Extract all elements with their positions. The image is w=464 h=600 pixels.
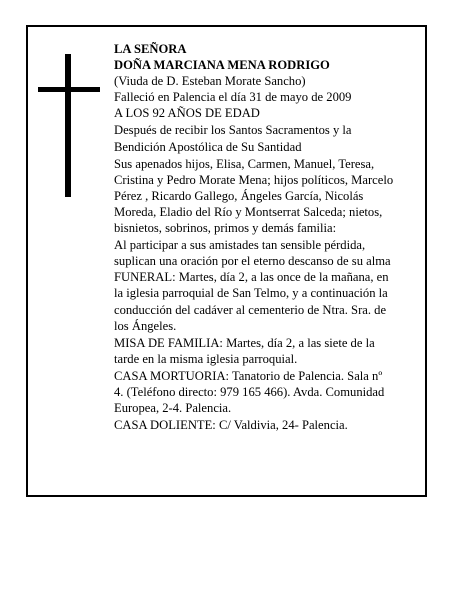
paragraph-line: FUNERAL: Martes, día 2, a las once de la mañana, en xyxy=(114,270,389,285)
paragraph-line: Sus apenados hijos, Elisa, Carmen, Manuel, Teresa, xyxy=(114,156,375,171)
family-mass-paragraph xyxy=(114,335,414,367)
age-line: A LOS 92 AÑOS DE EDAD xyxy=(114,106,260,121)
paragraph-line: Pérez , Ricardo Gallego, Ángeles García, Nicolás xyxy=(114,188,364,203)
paragraph-line: los Ángeles. xyxy=(114,318,177,333)
family-paragraph xyxy=(114,156,414,236)
paragraph-line: 4. (Teléfono directo: 979 165 466). Avda. Comunidad xyxy=(114,384,385,399)
paragraph-line: bisnietos, sobrinos, primos y demás familia: xyxy=(114,221,337,236)
paragraph-line: tarde en la misma iglesia parroquial. xyxy=(114,351,298,366)
paragraph-line: MISA DE FAMILIA: Martes, día 2, a las siete de la xyxy=(114,335,375,350)
funeral-paragraph xyxy=(114,269,414,333)
paragraph-line: Después de recibir los Santos Sacramentos y la xyxy=(114,123,352,138)
cross-vertical-bar xyxy=(65,54,71,197)
obituary-text xyxy=(114,41,414,433)
paragraph-line: conducción del cadáver al cementerio de Ntra. Sra. de xyxy=(114,302,387,317)
cross-horizontal-bar xyxy=(38,87,100,92)
paragraph-line: CASA MORTUORIA: Tanatorio de Palencia. Sala nº xyxy=(114,368,383,383)
title-line-1: LA SEÑORA xyxy=(114,42,187,56)
paragraph-line: Europea, 2-4. Palencia. xyxy=(114,401,232,416)
paragraph-line: la iglesia parroquial de San Telmo, y a continuación la xyxy=(114,286,388,301)
grieving-house-line: CASA DOLIENTE: C/ Valdivia, 24- Palencia. xyxy=(114,418,348,433)
sacraments-paragraph xyxy=(114,122,414,154)
mortuary-paragraph xyxy=(114,368,414,416)
paragraph-line: Cristina y Pedro Morate Mena; hijos políticos, Marcelo xyxy=(114,172,394,187)
death-line: Falleció en Palencia el día 31 de mayo de 2009 xyxy=(114,90,352,105)
paragraph-line: Moreda, Eladio del Río y Montserrat Salceda; nietos, xyxy=(114,204,383,219)
paragraph-line: suplican una oración por el eterno descanso de su alma xyxy=(114,254,391,269)
deceased-name: DOÑA MARCIANA MENA RODRIGO xyxy=(114,58,330,73)
request-paragraph xyxy=(114,237,414,269)
widow-line: (Viuda de D. Esteban Morate Sancho) xyxy=(114,74,306,89)
paragraph-line: Bendición Apostólica de Su Santidad xyxy=(114,139,302,154)
paragraph-line: Al participar a sus amistades tan sensible pérdida, xyxy=(114,238,366,253)
cross-icon xyxy=(38,54,100,197)
